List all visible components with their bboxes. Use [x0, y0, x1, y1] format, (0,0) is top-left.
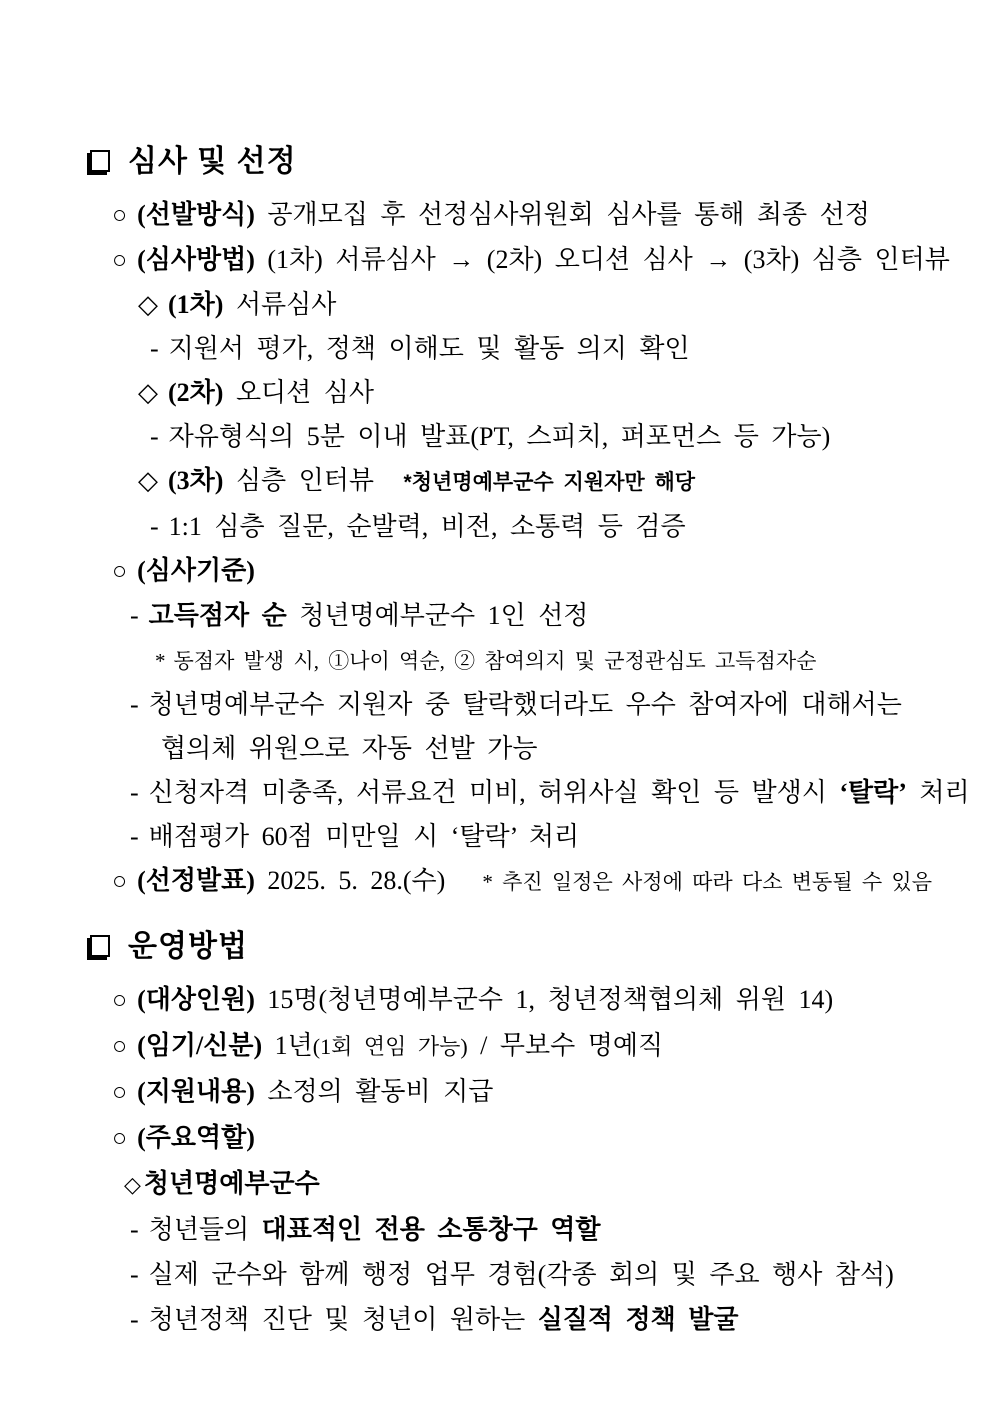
section-title: 심사 및 선정 [128, 145, 297, 178]
text-segment: 협의체 위원으로 자동 선발 가능 [161, 734, 538, 763]
section-title: 운영방법 [128, 930, 248, 963]
document-body [0, 142, 992, 1337]
text-segment: (선발방식) [137, 200, 255, 229]
text-segment: (심사방법) [137, 245, 255, 274]
list-item [0, 1213, 992, 1247]
dash-bullet: - [150, 422, 159, 451]
shadowed-square-icon [90, 150, 110, 172]
list-item [0, 732, 992, 766]
dash-bullet: - [130, 1215, 139, 1244]
list-item [0, 599, 992, 633]
text-segment: (지원내용) [137, 1077, 255, 1106]
circle-bullet-icon: ○ [112, 202, 128, 229]
text-segment: 청년정책 진단 및 청년이 원하는 [148, 1305, 538, 1334]
text-segment: 고득점자 순 [148, 601, 287, 630]
list-item [0, 776, 992, 810]
dash-bullet: - [130, 778, 139, 807]
list-item [0, 864, 992, 899]
section-header [0, 142, 992, 182]
text-segment: (선정발표) [137, 866, 255, 895]
text-segment: 청년들의 [148, 1215, 262, 1244]
list-item [0, 332, 992, 366]
text-segment: ‘탈락’ [839, 778, 907, 807]
diamond-bullet-icon: ◇ [124, 1172, 141, 1197]
text-segment: (심사기준) [137, 556, 255, 585]
text-segment: 청년명예부군수 지원자 중 탈락했더라도 우수 참여자에 대해서는 [148, 690, 902, 719]
list-item [0, 1075, 992, 1110]
diamond-bullet-icon: ◇ [138, 378, 158, 407]
text-segment: (1차) 서류심사 → (2차) 오디션 심사 → (3차) 심층 인터뷰 [254, 245, 950, 274]
circle-bullet-icon: ○ [112, 1079, 128, 1106]
list-item [0, 464, 992, 500]
dash-bullet: - [130, 822, 139, 851]
text-segment: 자유형식의 5분 이내 발표(PT, 스피치, 퍼포먼스 등 가능) [168, 422, 831, 451]
list-item [0, 688, 992, 722]
asterisk-marker: * [155, 649, 166, 673]
text-segment: 심층 인터뷰 [223, 466, 375, 495]
list-item [0, 420, 992, 454]
dash-bullet: - [130, 601, 139, 630]
text-segment: (주요역할) [137, 1123, 255, 1152]
circle-bullet-icon: ○ [112, 1033, 128, 1060]
text-segment: 1:1 심층 질문, 순발력, 비전, 소통력 등 검증 [168, 512, 686, 541]
text-segment: (2차) [168, 378, 224, 407]
text-segment: 처리 [906, 778, 970, 807]
list-item [0, 1258, 992, 1292]
text-segment: 소정의 활동비 지급 [254, 1077, 494, 1106]
shadowed-square-icon [90, 935, 110, 957]
text-segment: (임기/신분) [137, 1031, 263, 1060]
diamond-bullet-icon: ◇ [138, 290, 158, 319]
text-segment: 배점평가 60점 미만일 시 ‘탈락’ 처리 [148, 822, 580, 851]
text-segment: 15명(청년명예부군수 1, 청년정책협의체 위원 14) [254, 985, 834, 1014]
list-item [0, 643, 992, 678]
circle-bullet-icon: ○ [112, 1125, 128, 1152]
text-segment: 지원서 평가, 정책 이해도 및 활동 의지 확인 [168, 334, 690, 363]
text-segment: * 추진 일정은 사정에 따라 다소 변동될 수 있음 [445, 870, 932, 894]
section [0, 927, 992, 1337]
dash-bullet: - [130, 1305, 139, 1334]
text-segment: (3차) [168, 466, 224, 495]
list-item [0, 554, 992, 589]
text-segment: 오디션 심사 [223, 378, 375, 407]
dash-bullet: - [130, 1260, 139, 1289]
circle-bullet-icon: ○ [112, 987, 128, 1014]
list-item [0, 376, 992, 410]
text-segment: 청년명예부군수 1인 선정 [286, 601, 589, 630]
list-item [0, 1121, 992, 1156]
circle-bullet-icon: ○ [112, 247, 128, 274]
list-item [0, 820, 992, 854]
list-item [0, 1167, 992, 1202]
text-segment: 공개모집 후 선정심사위원회 심사를 통해 최종 선정 [254, 200, 870, 229]
text-segment: 동점자 발생 시, ①나이 역순, ② 참여의지 및 군정관심도 고득점자순 [173, 649, 817, 673]
circle-bullet-icon: ○ [112, 868, 128, 895]
text-segment: 2025. 5. 28.(수) [254, 866, 446, 895]
text-segment: 실질적 정책 발굴 [537, 1305, 739, 1334]
list-item [0, 1303, 992, 1337]
list-item [0, 198, 992, 233]
list-item [0, 288, 992, 322]
text-segment: (대상인원) [137, 985, 255, 1014]
text-segment: 실제 군수와 함께 행정 업무 경험(각종 회의 및 주요 행사 참석) [148, 1260, 894, 1289]
list-item [0, 243, 992, 278]
text-segment: / 무보수 명예직 [467, 1031, 664, 1060]
list-item [0, 1029, 992, 1064]
dash-bullet: - [150, 512, 159, 541]
section [0, 142, 992, 899]
text-segment: (1회 연임 가능) [312, 1034, 468, 1059]
dash-bullet: - [130, 690, 139, 719]
text-segment: 청년명예부군수 [143, 1169, 320, 1198]
text-segment: 서류심사 [223, 290, 337, 319]
text-segment: *청년명예부군수 지원자만 해당 [374, 471, 696, 494]
section-header [0, 927, 992, 967]
dash-bullet: - [150, 334, 159, 363]
text-segment: 1년 [262, 1031, 313, 1060]
list-item [0, 983, 992, 1018]
text-segment: 대표적인 전용 소통창구 역할 [261, 1215, 601, 1244]
diamond-bullet-icon: ◇ [138, 466, 158, 495]
text-segment: (1차) [168, 290, 224, 319]
circle-bullet-icon: ○ [112, 558, 128, 585]
text-segment: 신청자격 미충족, 서류요건 미비, 허위사실 확인 등 발생시 [148, 778, 840, 807]
list-item [0, 510, 992, 544]
